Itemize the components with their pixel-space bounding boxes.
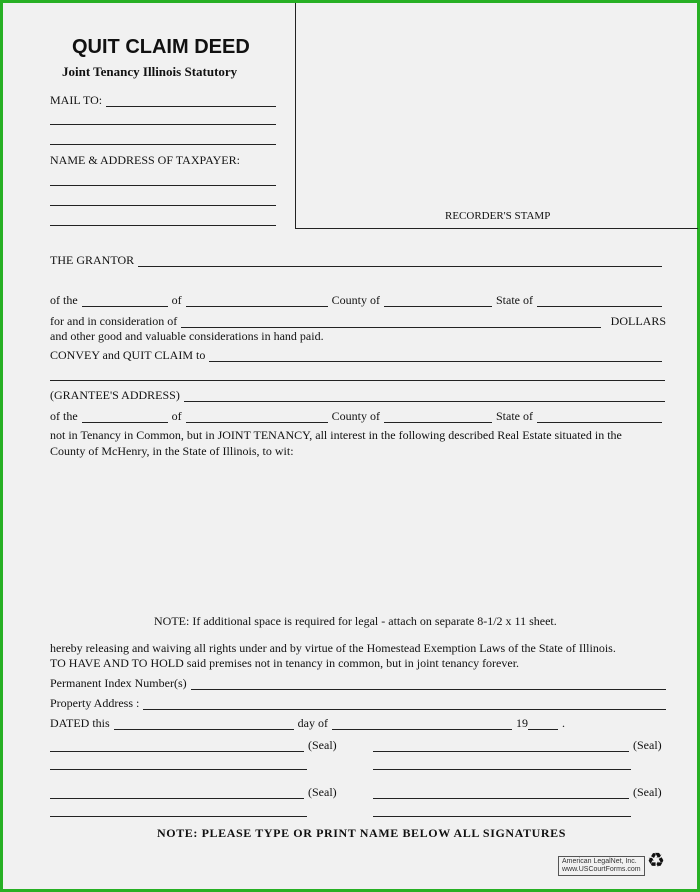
pin-field[interactable]: Permanent Index Number(s) [50, 676, 666, 690]
legal-note: NOTE: If additional space is required for legal - attach on separate 8-1/2 x 11 sheet. [154, 614, 557, 628]
publisher-logo: American LegalNet, Inc. www.USCourtForms.com [558, 856, 645, 876]
grantee-field[interactable]: CONVEY and QUIT CLAIM to [50, 348, 662, 362]
mail-to-line[interactable] [50, 124, 276, 125]
document-title: QUIT CLAIM DEED [72, 36, 250, 58]
mail-to-field[interactable]: MAIL TO: [50, 93, 276, 107]
homestead-text: hereby releasing and waiving all rights under and by virtue of the Homestead Exemption Laws of the State of Illinois. [50, 641, 616, 655]
recycle-icon: ♻ [647, 850, 665, 872]
signature-3[interactable]: (Seal) [50, 785, 337, 799]
recorder-stamp-label: RECORDER'S STAMP [445, 210, 551, 222]
dated-field[interactable]: DATED this day of 19 . [50, 716, 565, 730]
recorder-stamp-box [295, 3, 698, 229]
taxpayer-line[interactable] [50, 205, 276, 206]
printed-name-line[interactable] [50, 816, 307, 817]
consideration-field[interactable]: for and in consideration of DOLLARS [50, 314, 666, 328]
tenancy-text: not in Tenancy in Common, but in JOINT TENANCY, all interest in the following described Real Estate situated in the [50, 428, 622, 442]
other-considerations: and other good and valuable considerations in hand paid. [50, 329, 324, 343]
printed-name-line[interactable] [50, 769, 307, 770]
taxpayer-line[interactable] [50, 225, 276, 226]
tenancy-text-2: County of McHenry, in the State of Illinois, to wit: [50, 444, 294, 458]
signature-note: NOTE: PLEASE TYPE OR PRINT NAME BELOW ALL SIGNATURES [157, 826, 567, 840]
signature-1[interactable]: (Seal) [50, 738, 337, 752]
printed-name-line[interactable] [373, 769, 631, 770]
signature-4[interactable]: (Seal) [373, 785, 662, 799]
document-subtitle: Joint Tenancy Illinois Statutory [62, 64, 238, 79]
grantee-line[interactable] [50, 380, 665, 381]
to-have-text: TO HAVE AND TO HOLD said premises not in tenancy in common, but in joint tenancy forever. [50, 656, 520, 670]
grantor-location-row[interactable]: of the of County of State of [50, 293, 662, 307]
property-address-field[interactable]: Property Address : [50, 696, 666, 710]
grantor-field[interactable]: THE GRANTOR [50, 253, 662, 267]
printed-name-line[interactable] [373, 816, 631, 817]
signature-2[interactable]: (Seal) [373, 738, 662, 752]
taxpayer-label: NAME & ADDRESS OF TAXPAYER: [50, 153, 240, 167]
grantee-address-field[interactable]: (GRANTEE'S ADDRESS) [50, 388, 665, 402]
grantee-location-row[interactable]: of the of County of State of [50, 409, 662, 423]
mail-to-line[interactable] [50, 144, 276, 145]
taxpayer-line[interactable] [50, 185, 276, 186]
